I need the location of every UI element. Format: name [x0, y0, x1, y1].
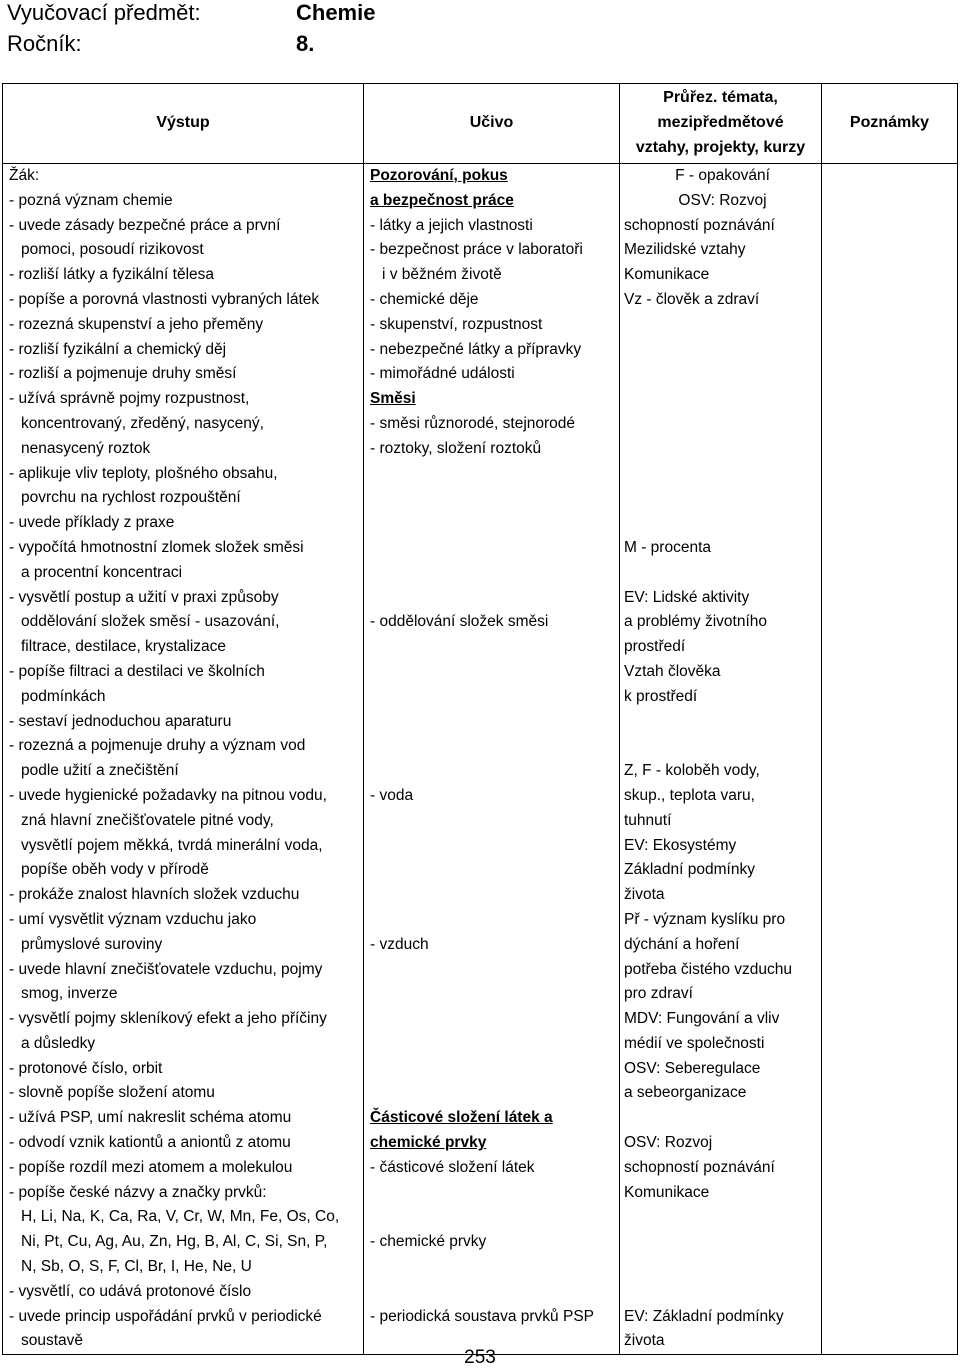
ucivo-line	[370, 462, 619, 487]
prurez-line	[624, 511, 821, 536]
vystup-line: N, Sb, O, S, F, Cl, Br, I, He, Ne, U	[21, 1258, 252, 1276]
ucivo-line: - bezpečnost práce v laboratoři	[370, 241, 583, 259]
vystup-line: - užívá PSP, umí nakreslit schéma atomu	[9, 1109, 292, 1127]
vystup-line: soustavě	[21, 1332, 84, 1350]
vystup-line: filtrace, destilace, krystalizace	[21, 638, 227, 656]
prurez-line	[624, 710, 821, 735]
vystup-line: - odvodí vznik kationtů a aniontů z atomu	[9, 1134, 291, 1152]
ucivo-line	[370, 1205, 619, 1230]
ucivo-line	[370, 685, 619, 710]
ucivo-line: - chemické prvky	[370, 1233, 487, 1251]
vystup-line: - rozliší látky a fyzikální tělesa	[9, 266, 215, 284]
vystup-line: - prokáže znalost hlavních složek vzduchu	[9, 886, 300, 904]
vystup-line: a procentní koncentraci	[21, 563, 183, 581]
ucivo-line	[370, 908, 619, 933]
prurez-line	[624, 1280, 821, 1305]
ucivo-line: - skupenství, rozpustnost	[370, 315, 543, 333]
empty-line	[822, 858, 957, 883]
ucivo-line: - mimořádné události	[370, 365, 515, 383]
vystup-line: - slovně popíše složení atomu	[9, 1084, 215, 1102]
empty-line	[822, 1081, 957, 1106]
prurez-line: prostředí	[624, 638, 686, 656]
prurez-line	[624, 338, 821, 363]
prurez-line	[624, 437, 821, 462]
ucivo-line	[370, 511, 619, 536]
empty-line	[822, 908, 957, 933]
prurez-line	[624, 734, 821, 759]
vystup-line: - protonové číslo, orbit	[9, 1059, 163, 1077]
prurez-line: potřeba čistého vzduchu	[624, 960, 793, 978]
empty-line	[822, 1131, 957, 1156]
col-header-prurez-line: Průřez. témata,	[663, 89, 778, 107]
col-header-poznamky: Poznámky	[822, 84, 958, 164]
prurez-line: schopností poznávání	[624, 1158, 775, 1176]
prurez-line: EV: Ekosystémy	[624, 836, 737, 854]
empty-line	[822, 1106, 957, 1131]
ucivo-line: - částicové složení látek	[370, 1158, 535, 1176]
prurez-line: M - procenta	[624, 538, 712, 556]
empty-line	[822, 685, 957, 710]
prurez-line: OSV: Rozvoj	[678, 191, 767, 209]
empty-line	[822, 238, 957, 263]
empty-line	[822, 214, 957, 239]
prurez-line	[624, 412, 821, 437]
prurez-line: Vz - člověk a zdraví	[624, 290, 760, 308]
empty-line	[822, 362, 957, 387]
vystup-line: - rozliší a pojmenuje druhy směsí	[9, 365, 237, 383]
vystup-line: - popíše rozdíl mezi atomem a molekulou	[9, 1158, 293, 1176]
ucivo-line	[370, 834, 619, 859]
empty-line	[822, 759, 957, 784]
empty-line	[822, 1230, 957, 1255]
empty-line	[822, 1007, 957, 1032]
empty-line	[822, 486, 957, 511]
vystup-line: - rozezná skupenství a jeho přeměny	[9, 315, 264, 333]
ucivo-line: Pozorování, pokus	[370, 167, 508, 184]
prurez-line: k prostředí	[624, 687, 698, 705]
vystup-line: smog, inverze	[21, 985, 118, 1003]
ucivo-line	[370, 1181, 619, 1206]
subject-label: Vyučovací předmět:	[7, 0, 201, 25]
prurez-line	[624, 1230, 821, 1255]
empty-line	[822, 1305, 957, 1330]
empty-line	[822, 660, 957, 685]
ucivo-line: - látky a jejich vlastnosti	[370, 216, 533, 234]
prurez-line: OSV: Seberegulace	[624, 1059, 761, 1077]
prurez-line: Komunikace	[624, 266, 710, 284]
prurez-line	[624, 1255, 821, 1280]
empty-line	[822, 933, 957, 958]
prurez-line: OSV: Rozvoj	[624, 1134, 713, 1152]
empty-line	[822, 1280, 957, 1305]
grade-label: Ročník:	[7, 31, 82, 56]
ucivo-line	[370, 1057, 619, 1082]
ucivo-line	[370, 1032, 619, 1057]
vystup-line: vysvětlí pojem měkká, tvrdá minerální voda,	[21, 836, 323, 854]
prurez-line: života	[624, 1332, 665, 1350]
vystup-line: - vysvětlí, co udává protonové číslo	[9, 1282, 252, 1300]
prurez-line	[624, 486, 821, 511]
ucivo-line: chemické prvky	[370, 1134, 487, 1152]
ucivo-line: Směsi	[370, 390, 416, 408]
empty-line	[822, 511, 957, 536]
ucivo-column	[364, 164, 620, 1355]
table-header-row	[3, 84, 958, 164]
vystup-line: oddělování složek směsí - usazování,	[21, 613, 280, 631]
ucivo-line: - chemické děje	[370, 290, 479, 308]
prurez-line	[624, 561, 821, 586]
vystup-line: koncentrovaný, zředěný, nasycený,	[21, 414, 264, 432]
prurez-line: dýchání a hoření	[624, 935, 740, 953]
prurez-line: a problémy životního	[624, 613, 768, 631]
vystup-line: a důsledky	[21, 1034, 96, 1052]
vystup-line: podmínkách	[21, 687, 106, 705]
ucivo-line	[370, 883, 619, 908]
empty-line	[822, 189, 957, 214]
vystup-line: průmyslové suroviny	[21, 935, 163, 953]
col-header-vystup: Výstup	[3, 84, 364, 164]
empty-line	[822, 412, 957, 437]
prurez-line: Př - význam kyslíku pro	[624, 910, 786, 928]
ucivo-line	[370, 1280, 619, 1305]
empty-line	[822, 164, 957, 189]
ucivo-line: - nebezpečné látky a přípravky	[370, 340, 582, 358]
empty-line	[822, 536, 957, 561]
empty-line	[822, 1205, 957, 1230]
prurez-line: života	[624, 886, 665, 904]
empty-line	[822, 437, 957, 462]
prurez-line: Z, F - koloběh vody,	[624, 762, 760, 780]
empty-line	[822, 1255, 957, 1280]
vystup-line: Ni, Pt, Cu, Ag, Au, Zn, Hg, B, Al, C, Si, Sn, P,	[21, 1233, 328, 1251]
prurez-line: skup., teplota varu,	[624, 786, 755, 804]
vystup-column	[3, 164, 364, 1355]
ucivo-line	[370, 561, 619, 586]
ucivo-line: Částicové složení látek a	[370, 1109, 553, 1127]
curriculum-table	[2, 83, 958, 1355]
prurez-line	[624, 1106, 821, 1131]
col-header-ucivo: Učivo	[364, 84, 620, 164]
ucivo-line: - oddělování složek směsi	[370, 613, 549, 631]
empty-line	[822, 809, 957, 834]
empty-line	[822, 288, 957, 313]
prurez-line: F - opakování	[675, 167, 770, 184]
ucivo-line	[370, 1007, 619, 1032]
col-header-prurez-line: mezipředmětové	[657, 114, 784, 132]
vystup-line: - uvede princip uspořádání prvků v periodické	[9, 1307, 322, 1325]
empty-line	[822, 710, 957, 735]
prurez-line: EV: Základní podmínky	[624, 1307, 784, 1325]
grade-value: 8.	[296, 31, 315, 56]
col-header-prurez-line: vztahy, projekty, kurzy	[635, 138, 806, 156]
col-header-prurez	[620, 84, 822, 164]
subject-value: Chemie	[296, 0, 376, 25]
empty-line	[822, 586, 957, 611]
vystup-line: - vysvětlí postup a užití v praxi způsoby	[9, 588, 279, 606]
vystup-line: - aplikuje vliv teploty, plošného obsahu,	[9, 464, 278, 482]
ucivo-line	[370, 1081, 619, 1106]
vystup-line: podle užití a znečištění	[21, 762, 179, 780]
vystup-line: nenasycený roztok	[21, 439, 151, 457]
page-number: 253	[464, 1347, 496, 1368]
vystup-line: - uvede hlavní znečišťovatele vzduchu, pojmy	[9, 960, 323, 978]
empty-line	[822, 883, 957, 908]
prurez-line	[624, 313, 821, 338]
ucivo-line	[370, 858, 619, 883]
vystup-line: - vypočítá hmotnostní zlomek složek směsi	[9, 538, 304, 556]
vystup-line: - uvede zásady bezpečné práce a první	[9, 216, 281, 234]
vystup-line: - vysvětlí pojmy skleníkový efekt a jeho příčiny	[9, 1010, 327, 1028]
poznamky-column	[822, 164, 958, 1355]
ucivo-line	[370, 809, 619, 834]
empty-line	[822, 462, 957, 487]
prurez-line: Vztah člověka	[624, 662, 721, 680]
empty-line	[822, 313, 957, 338]
empty-line	[822, 834, 957, 859]
ucivo-line: i v běžném životě	[382, 266, 502, 284]
prurez-line: a sebeorganizace	[624, 1084, 747, 1102]
vystup-line: - sestaví jednoduchou aparaturu	[9, 712, 232, 730]
prurez-line: MDV: Fungování a vliv	[624, 1010, 780, 1028]
ucivo-line: - periodická soustava prvků PSP	[370, 1307, 594, 1325]
vystup-line: - užívá správně pojmy rozpustnost,	[9, 390, 250, 408]
vystup-line: - popíše české názvy a značky prvků:	[9, 1183, 267, 1201]
prurez-line: Základní podmínky	[624, 861, 755, 879]
ucivo-line	[370, 759, 619, 784]
vystup-line: - uvede hygienické požadavky na pitnou vodu,	[9, 786, 327, 804]
empty-line	[822, 734, 957, 759]
prurez-line	[624, 362, 821, 387]
ucivo-line	[370, 1255, 619, 1280]
ucivo-line	[370, 586, 619, 611]
vystup-line: - popíše filtraci a destilaci ve školních	[9, 662, 265, 680]
empty-line	[822, 1057, 957, 1082]
prurez-column	[620, 164, 822, 1355]
prurez-line: tuhnutí	[624, 811, 672, 829]
empty-line	[822, 982, 957, 1007]
ucivo-line	[370, 660, 619, 685]
table-body-row	[3, 164, 958, 1355]
ucivo-line	[370, 536, 619, 561]
vystup-line: - rozliší fyzikální a chemický děj	[9, 340, 227, 358]
ucivo-line	[370, 710, 619, 735]
ucivo-line	[370, 635, 619, 660]
empty-line	[822, 338, 957, 363]
prurez-line: Mezilidské vztahy	[624, 241, 746, 259]
vystup-line: - umí vysvětlit význam vzduchu jako	[9, 910, 257, 928]
vystup-line: - popíše a porovná vlastnosti vybraných látek	[9, 290, 320, 308]
vystup-line: povrchu na rychlost rozpouštění	[21, 489, 241, 507]
vystup-line: - uvede příklady z praxe	[9, 514, 175, 532]
vystup-line: - rozezná a pojmenuje druhy a význam vod	[9, 737, 306, 755]
ucivo-line: - vzduch	[370, 935, 429, 953]
ucivo-line: - roztoky, složení roztoků	[370, 439, 542, 457]
prurez-line: pro zdraví	[624, 985, 693, 1003]
ucivo-line	[370, 982, 619, 1007]
ucivo-line	[370, 486, 619, 511]
empty-line	[822, 387, 957, 412]
prurez-line	[624, 462, 821, 487]
vystup-line: Žák:	[9, 167, 40, 184]
prurez-line: schopností poznávání	[624, 216, 775, 234]
ucivo-line: - směsi různorodé, stejnorodé	[370, 414, 576, 432]
ucivo-line	[370, 734, 619, 759]
prurez-line: médií ve společnosti	[624, 1034, 765, 1052]
empty-line	[822, 1181, 957, 1206]
vystup-line: pomoci, posoudí rizikovost	[21, 241, 204, 259]
empty-line	[822, 561, 957, 586]
empty-line	[822, 958, 957, 983]
empty-line	[822, 784, 957, 809]
vystup-line: H, Li, Na, K, Ca, Ra, V, Cr, W, Mn, Fe, Os, Co,	[21, 1208, 340, 1226]
vystup-line: - pozná význam chemie	[9, 191, 173, 209]
ucivo-line	[370, 958, 619, 983]
vystup-line: popíše oběh vody v přírodě	[21, 861, 209, 879]
empty-line	[822, 263, 957, 288]
prurez-line	[624, 387, 821, 412]
prurez-line: EV: Lidské aktivity	[624, 588, 750, 606]
prurez-line: Komunikace	[624, 1183, 710, 1201]
vystup-line: zná hlavní znečišťovatele pitné vody,	[21, 811, 274, 829]
empty-line	[822, 1032, 957, 1057]
ucivo-line: - voda	[370, 786, 414, 804]
empty-line	[822, 1156, 957, 1181]
empty-line	[822, 635, 957, 660]
empty-line	[822, 610, 957, 635]
prurez-line	[624, 1205, 821, 1230]
ucivo-line: a bezpečnost práce	[370, 191, 514, 209]
